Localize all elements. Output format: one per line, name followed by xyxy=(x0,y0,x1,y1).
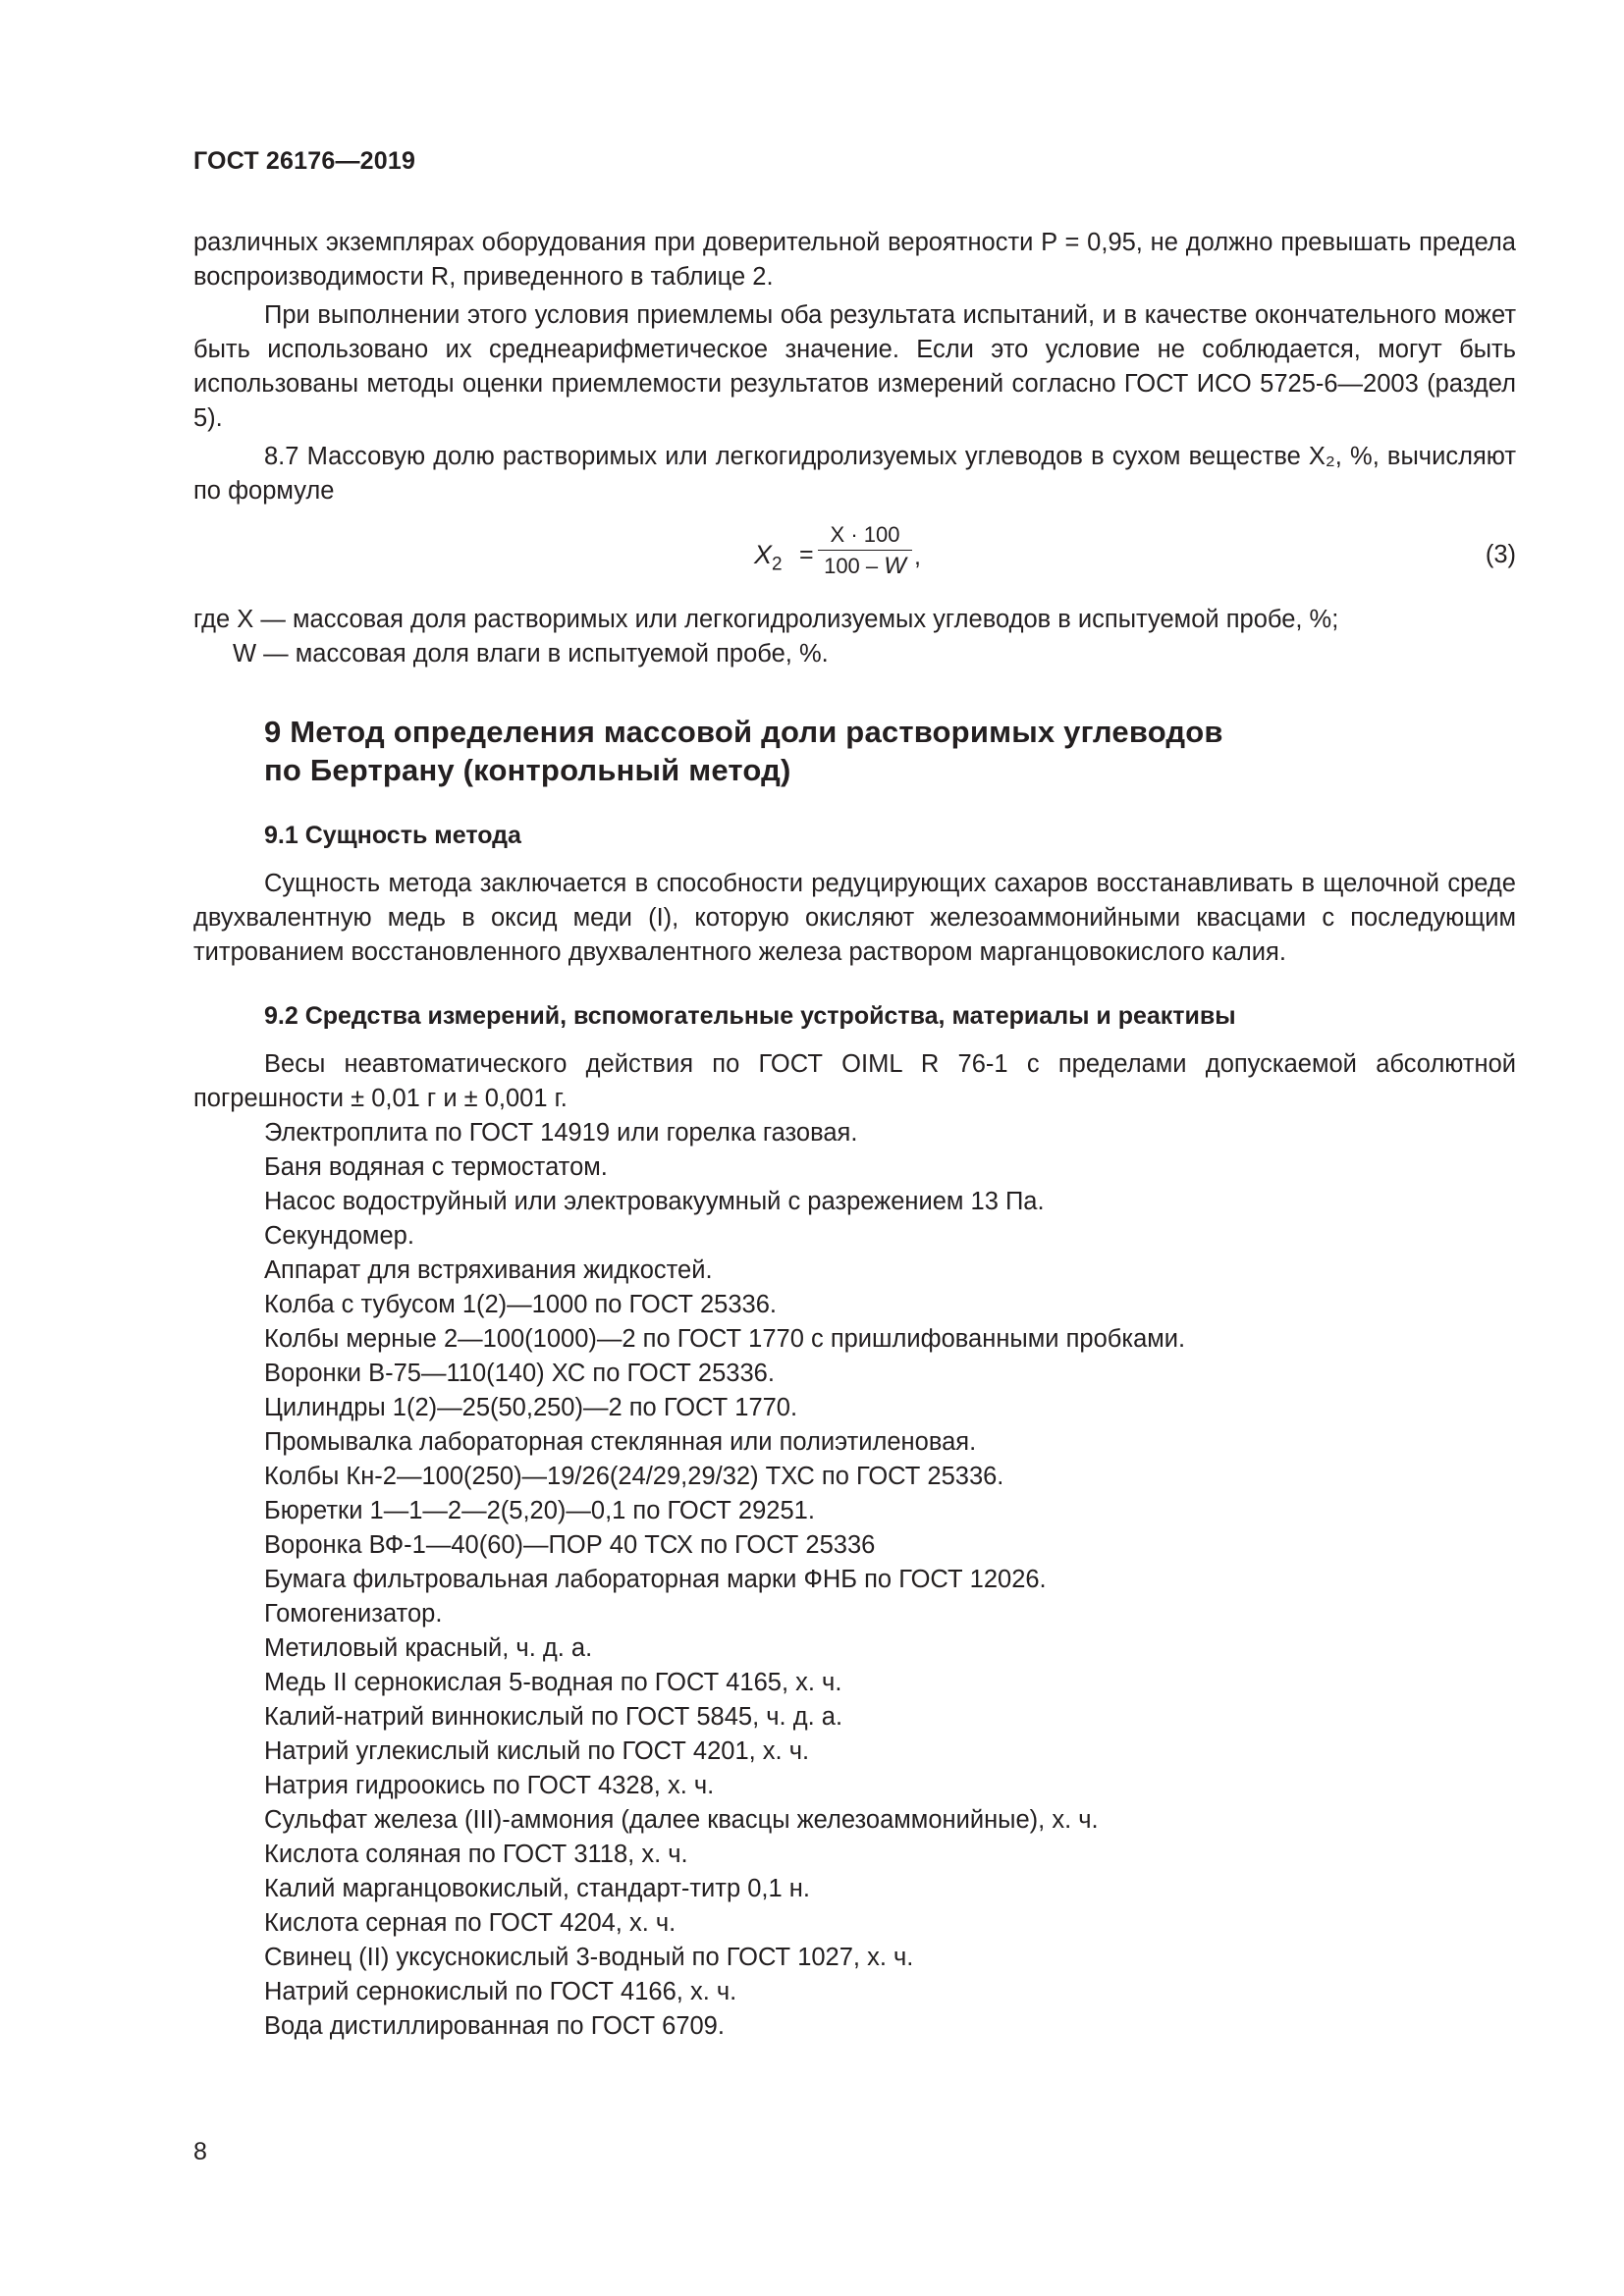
list-item: Кислота соляная по ГОСТ 3118, х. ч. xyxy=(264,1841,688,1868)
formula-comma: , xyxy=(914,543,921,570)
where-w-line: W — массовая доля влаги в испытуемой пробе, %. xyxy=(233,640,829,667)
list-item: Вода дистиллированная по ГОСТ 6709. xyxy=(264,2012,725,2040)
formula-denominator: 100 – W xyxy=(824,553,906,579)
list-item: Колбы мерные 2—100(1000)—2 по ГОСТ 1770 с пришлифованными пробками. xyxy=(264,1325,1186,1353)
formula-numerator: X · 100 xyxy=(818,520,912,551)
list-item: Электроплита по ГОСТ 14919 или горелка газовая. xyxy=(264,1119,858,1147)
page-body xyxy=(193,226,1516,2044)
list-item: Колбы Кн-2—100(250)—19/26(24/29,29/32) ТХС по ГОСТ 25336. xyxy=(264,1463,1004,1490)
formula-3 xyxy=(193,516,1516,597)
equipment-list xyxy=(193,1116,1516,2044)
list-item: Насос водоструйный или электровакуумный с разрежением 13 Па. xyxy=(264,1188,1045,1215)
formula-fraction xyxy=(818,520,912,582)
list-item: Свинец (II) уксуснокислый 3-водный по ГОСТ 1027, х. ч. xyxy=(264,1944,914,1971)
paragraph-8-7: 8.7 Массовую долю растворимых или легкогидролизуемых углеводов в сухом веществе X₂, %, вычисляют по формуле xyxy=(193,443,1516,505)
list-item: Аппарат для встряхивания жидкостей. xyxy=(264,1256,713,1284)
list-item: Сульфат железа (III)-аммония (далее квасцы железоаммонийные), х. ч. xyxy=(264,1806,1099,1834)
list-item: Медь II сернокислая 5-водная по ГОСТ 4165, х. ч. xyxy=(264,1669,842,1696)
list-item: Натрия гидроокись по ГОСТ 4328, х. ч. xyxy=(264,1772,715,1799)
subsection-9-2-intro: Весы неавтоматического действия по ГОСТ OIML R 76-1 с пределами допускаемой абсолютной погрешности ± 0,01 г и ± 0,001 г. xyxy=(193,1050,1516,1112)
document-code-header: ГОСТ 26176—2019 xyxy=(193,147,416,175)
list-item: Калий марганцовокислый, стандарт-титр 0,1 н. xyxy=(264,1875,810,1902)
list-item: Цилиндры 1(2)—25(50,250)—2 по ГОСТ 1770. xyxy=(264,1394,798,1421)
list-item: Баня водяная с термостатом. xyxy=(264,1153,608,1181)
list-item: Бумага фильтровальная лабораторная марки ФНБ по ГОСТ 12026. xyxy=(264,1566,1047,1593)
list-item: Бюретки 1—1—2—2(5,20)—0,1 по ГОСТ 29251. xyxy=(264,1497,815,1524)
section-9-heading: 9 Метод определения массовой доли растворимых углеводов по Бертрану (контрольный метод) xyxy=(264,715,1223,787)
formula-equals: = xyxy=(799,541,814,568)
list-item: Колба с тубусом 1(2)—1000 по ГОСТ 25336. xyxy=(264,1291,777,1318)
list-item: Натрий углекислый кислый по ГОСТ 4201, х. ч. xyxy=(264,1737,810,1765)
list-item: Гомогенизатор. xyxy=(264,1600,443,1628)
paragraph-continuation: различных экземплярах оборудования при доверительной вероятности P = 0,95, не должно превышать предела воспроизводимости R, приведенного в таблице 2. xyxy=(193,229,1516,291)
list-item: Натрий сернокислый по ГОСТ 4166, х. ч. xyxy=(264,1978,737,2005)
list-item: Секундомер. xyxy=(264,1222,414,1250)
paragraph-acceptability: При выполнении этого условия приемлемы оба результата испытаний, и в качестве окончательного может быть использовано их среднеарифметическое значение. Если это условие не соблюдается, могут быть использованы методы оценки приемлемости результатов измерений согласно ГОСТ ИСО 5725-6—2003 (раздел 5). xyxy=(193,301,1516,432)
subsection-9-2-heading: 9.2 Средства измерений, вспомогательные устройства, материалы и реактивы xyxy=(264,1002,1236,1030)
list-item: Кислота серная по ГОСТ 4204, х. ч. xyxy=(264,1909,677,1937)
page-number: 8 xyxy=(193,2138,207,2165)
formula-lhs: $X_2$ xyxy=(754,540,783,575)
subsection-9-1-text: Сущность метода заключается в способности редуцирующих сахаров восстанавливать в щелочной среде двухвалентную медь в оксид меди (I), которую окисляют железоаммонийными квасцами с последующим титрованием восстановленного двухвалентного железа раствором марганцовокислого калия. xyxy=(193,870,1516,966)
list-item: Промывалка лабораторная стеклянная или полиэтиленовая. xyxy=(264,1428,977,1456)
list-item: Воронка ВФ-1—40(60)—ПОР 40 ТСХ по ГОСТ 25336 xyxy=(264,1531,876,1559)
list-item: Воронки В-75—110(140) ХС по ГОСТ 25336. xyxy=(264,1360,775,1387)
list-item: Калий-натрий виннокислый по ГОСТ 5845, ч. д. а. xyxy=(264,1703,843,1731)
subsection-9-1-heading: 9.1 Сущность метода xyxy=(264,822,521,849)
list-item: Метиловый красный, ч. д. а. xyxy=(264,1634,593,1662)
where-x-line: где X — массовая доля растворимых или легкогидролизуемых углеводов в испытуемой пробе, %; xyxy=(193,606,1339,633)
formula-number: (3) xyxy=(1485,541,1516,568)
